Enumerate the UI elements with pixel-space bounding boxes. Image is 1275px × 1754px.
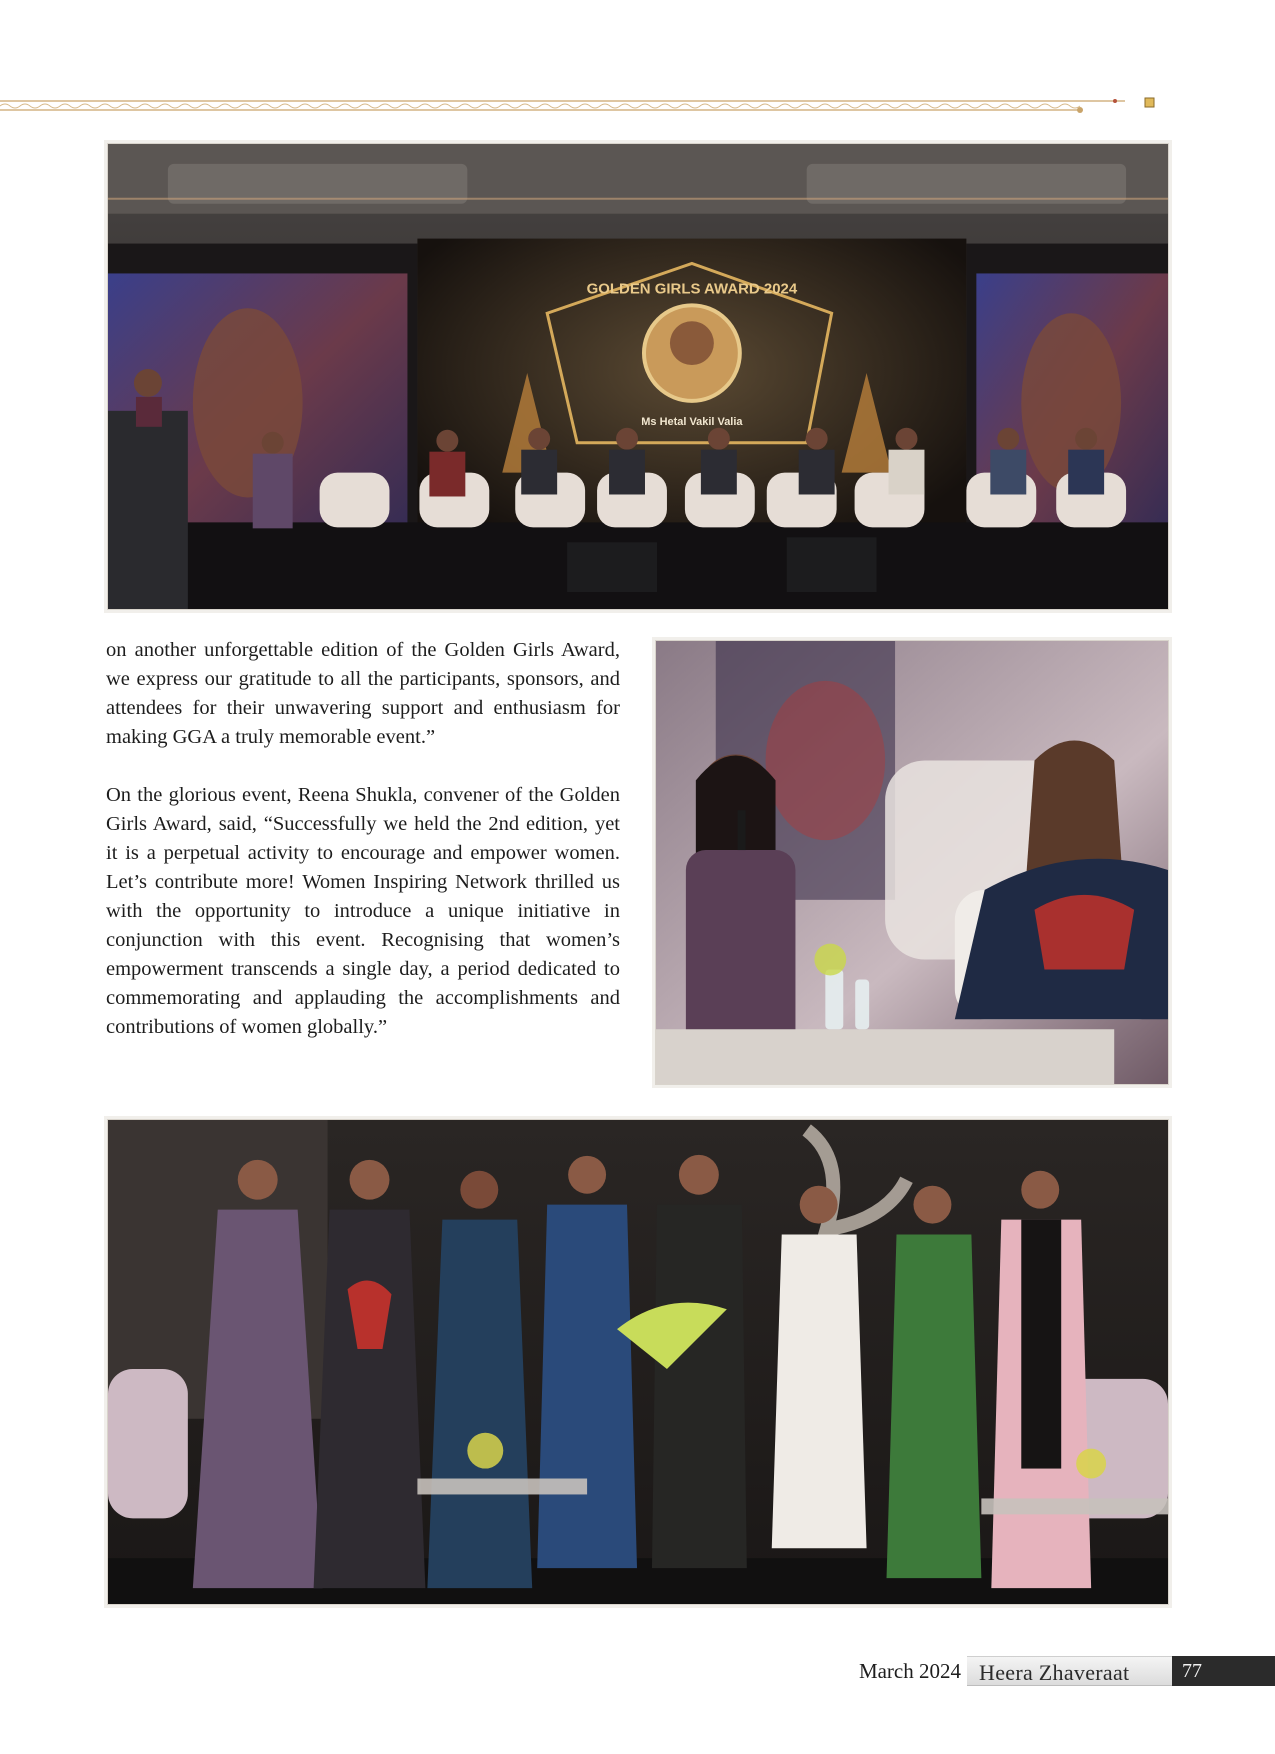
page-number: 77	[1182, 1660, 1202, 1682]
page-footer	[0, 1656, 1275, 1686]
decorative-top-rule	[0, 96, 1160, 116]
stage-panel-photo	[107, 143, 1169, 610]
banner-honoree-name: Ms Hetal Vakil Valia	[641, 415, 743, 428]
article-paragraph: On the glorious event, Reena Shukla, convener of the Golden Girls Award, said, “Successfully we held the 2nd edition, yet it is a perpetual activity to encourage and empower women. Let’s contribute more! Women Inspiring Network thrilled us with the opportunity to introduce a unique initiative in conjunction with this event. Recognising that women’s empowerment transcends a single day, a period dedicated to commemorating and applauding the accomplishments and contributions of women globally.”	[106, 784, 620, 1038]
issue-date: March 2024	[858, 1659, 961, 1683]
page-number-bar	[1172, 1656, 1275, 1686]
panel-discussion-photo	[655, 640, 1169, 1085]
banner-title: GOLDEN GIRLS AWARD 2024	[586, 280, 798, 298]
magazine-name: Heera Zhaveraat	[979, 1660, 1130, 1685]
group-photo-awardees	[107, 1119, 1169, 1605]
article-paragraph: on another unforgettable edition of the Golden Girls Award, we express our gratitude to all the participants, sponsors, and attendees for their unwavering support and enthusiasm for making GGA a truly memorable event.”	[106, 639, 620, 748]
article-body	[106, 636, 620, 1042]
magazine-name-bar	[967, 1656, 1172, 1686]
